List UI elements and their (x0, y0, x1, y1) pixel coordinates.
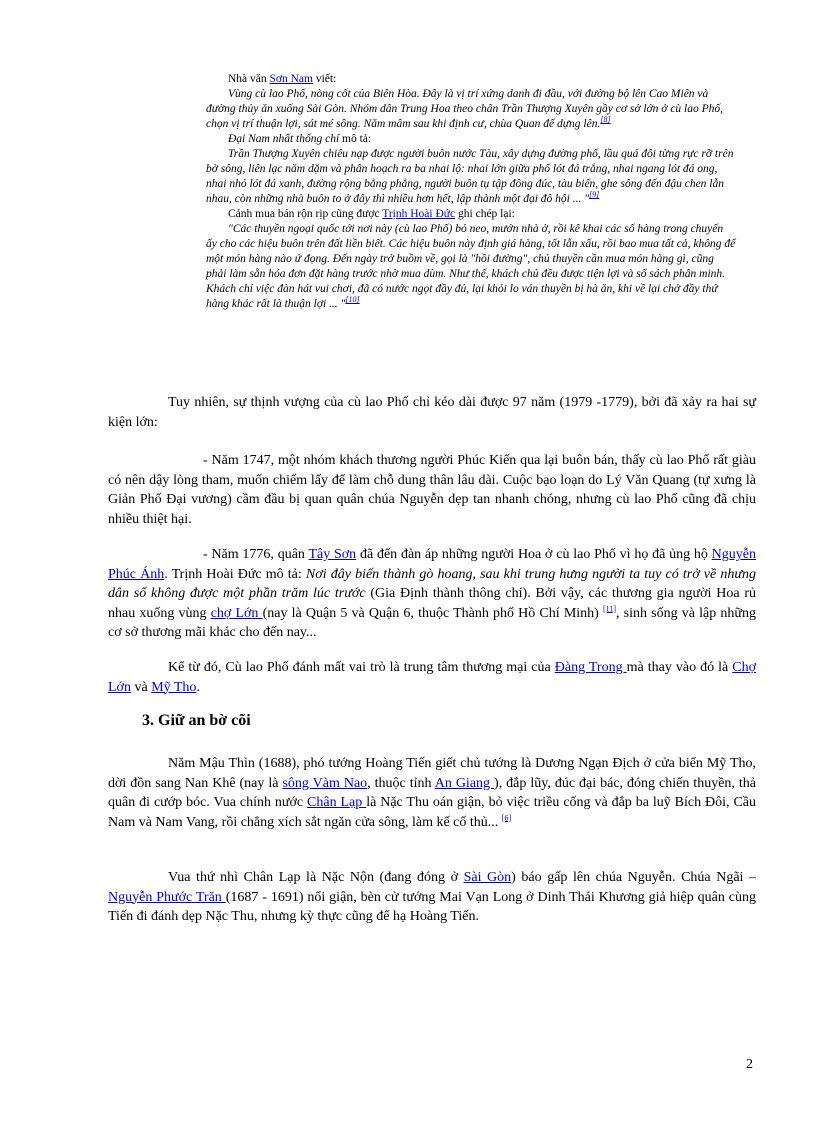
paragraph-3-text (108, 545, 756, 643)
link-nguyen-phuoc-tran[interactable]: Nguyễn Phước Trăn (108, 889, 226, 905)
paragraph-6-text (108, 868, 756, 927)
text-run: ), đắp lũy, đúc đại bác, đóng chiến thuyền, thả quân đi cướp bóc. Vua chính nước (108, 775, 756, 810)
footnote-ref-6[interactable]: [6] (501, 812, 512, 822)
text-run: Trần Thượng Xuyên chiêu nạp được người buôn nước Tàu, xây dựng đường phố, lầu quá đôi từng rực rỡ trên bờ sông, liên lạc năm dặm và phân hoạch ra ba nhai lộ: nhai lớn giữa phố lót đá trắng, nhai ngang lót đá ong, nhai nhỏ lót đá xanh, đường rộng bằng phẳng, người buôn tụ tập đông đúc, tàu biển, ghe sông đến đậu chen lẫn nhau, còn những nhà buôn to ở đây thì nhiều hơn hết, lập thành một đại đô hội ... " (206, 148, 734, 205)
paragraph-5 (108, 754, 756, 832)
footnote-ref-9[interactable]: [9] (589, 190, 600, 200)
text-run: . (196, 679, 200, 695)
text-run: Vùng cù lao Phố, nòng cốt của Biên Hòa. Đây là vị trí xứng danh đi đầu, với đường bộ lên Cao Miên và đường thủy ăn xuống Sài Gòn. Nhóm dân Trung Hoa theo chân Trần Thượng Xuyên gầy cơ sở lớn ở cù lao Phố, chọn vị trí thuận lợi, sát mé sông. Năm mâm sau khi định cư, chùa Quan đế dựng lên. (206, 88, 724, 130)
quote-intro-sonnam (206, 72, 736, 87)
link-chan-lap[interactable]: Chân Lạp (307, 795, 367, 810)
text-run: Kể từ đó, Cù lao Phố đánh mất vai trò là trung tâm thương mại của (168, 660, 555, 675)
text-run: (Gia Định thành thông chí). Bởi vậy, các thương gia người Hoa rủ nhau xuống vùng (108, 586, 756, 621)
link-an-giang[interactable]: An Giang (434, 775, 495, 791)
link-tay-son[interactable]: Tây Sơn (308, 547, 357, 562)
text-run: Năm Mậu Thìn (1688), phó tướng Hoàng Tiến giết chủ tướng là Dương Ngạn Địch ở cửa biển Mỹ Tho, dời đồn sang Nan Khê (nay là (108, 756, 756, 791)
link-dang-trong[interactable]: Đàng Trong (554, 660, 627, 675)
footnote-ref-8[interactable]: [8] (600, 115, 611, 125)
text-run: (1687 - 1691) nổi giận, bèn cử tướng Mai Vạn Long ở Dinh Thái Khương giả hiệp quân cùng Tiến đi đánh dẹp Nặc Thu, nhưng kỳ thực cũng để hạ Hoàng Tiến. (108, 889, 757, 924)
text-run: , thuộc tỉnh (367, 775, 435, 791)
text-run: (nay là Quận 5 và Quận 6, thuộc Thành phố Hồ Chí Minh) (262, 605, 603, 621)
text-run: là Nặc Thu oán giận, bỏ việc triều cống và đắp ba luỹ Bích Đôi, Cầu Nam và Nam Vang, rồi chẳng xích sắt ngăn cửa sông, làm kế cố thủ... (108, 795, 757, 830)
paragraph-2 (108, 451, 756, 529)
quote-sonnam-text (206, 87, 736, 132)
paragraph-6 (108, 868, 756, 927)
text-run: ) báo gấp lên chúa Nguyễn. Chúa Ngãi – (511, 870, 757, 885)
paragraph-5-text (108, 754, 756, 832)
quote-block (206, 72, 736, 312)
quote-dainam-text (206, 147, 736, 207)
text-run: đã đến đàn áp những người Hoa ở cù lao Phố vì họ đã ủng hộ (356, 547, 712, 562)
italic-quote: Nơi đây biến thành gò hoang, sau khi trung hưng người ta tuy có trở về nhưng dân số không được một phần trăm lúc trước (108, 566, 756, 601)
link-trinh-hoai-duc[interactable]: Trịnh Hoài Đức (382, 208, 456, 220)
text-run: và (130, 679, 152, 695)
link-cho-lon[interactable]: chợ Lớn (210, 605, 263, 621)
link-cho-lon-2[interactable]: Chợ Lớn (108, 660, 756, 695)
quote-intro-dainam (206, 132, 736, 147)
text-run: mô tả: (339, 133, 372, 145)
paragraph-2-text: - Năm 1747, một nhóm khách thương người Phúc Kiến qua lại buôn bán, thấy cù lao Phố rất giàu có nên dậy lòng tham, muốn chiếm lấy để làm chỗ dung thân lâu dài. Cuộc bạo loạn do Lý Văn Quang (tự xưng là Giản Phố Đại vương) cầm đầu bị quan quân chúa Nguyễn dẹp tan nhanh chóng, nhưng cù lao Phố cũng đã chịu nhiều thiệt hại. (108, 453, 756, 527)
quote-trinh-text (206, 222, 736, 312)
paragraph-4-text (108, 658, 756, 697)
link-my-tho[interactable]: Mỹ Tho (151, 679, 197, 695)
link-song-vam-nao[interactable]: sông Vàm Nao (282, 775, 368, 791)
text-run: ghi chép lại: (455, 208, 515, 220)
link-nguyen-phuc-anh[interactable]: Nguyễn Phúc Ánh (108, 547, 756, 582)
text-run: . Trịnh Hoài Đức mô tả: (164, 566, 306, 582)
paragraph-1 (108, 393, 756, 432)
text-run: Nhà văn (228, 73, 270, 85)
footnote-ref-10[interactable]: [10] (345, 295, 360, 305)
footnote-ref-11[interactable]: [11] (602, 603, 617, 613)
text-run: , sinh sống và lập những cơ sở thương mãi khác cho đến nay... (108, 605, 757, 640)
paragraph-3 (108, 545, 756, 643)
paragraph-4 (108, 658, 756, 697)
page-number: 2 (746, 1057, 753, 1072)
link-sai-gon[interactable]: Sài Gòn (463, 870, 512, 885)
text-run: mà thay vào đó là (626, 660, 733, 675)
text-run: Vua thứ nhì Chân Lạp là Nặc Nộn (đang đóng ở (168, 870, 464, 885)
text-run: "Các thuyền ngoại quốc tới nơi này (cù lao Phố) bỏ neo, mướn nhà ở, rồi kê khai các số hàng trong chuyến ấy cho các hiệu buôn trên đất liền biết. Các hiệu buôn này định giá hàng, tốt lẫn xấu, rồi bao mua tất cả, không để một món hàng nào ứ đọng. Đến ngày trở buồm về, gọi là "hồi đường", chủ thuyền cần mua món hàng gì, cũng phải làm sẵn hóa đơn đặt hàng trước nhờ mua dùm. Như thế, khách chủ đều được tiện lợi và sổ sách phân minh. Khách chỉ việc đàn hát vui chơi, đã có nước ngọt đầy đủ, lại khỏi lo ván thuyền bị hà ăn, khi về lại chở đầy thứ hàng khác rất là thuận lợi ... " (206, 223, 736, 310)
text-run: Cảnh mua bán rộn rịp cũng được (228, 208, 383, 220)
paragraph-1-text: Tuy nhiên, sự thịnh vượng của cù lao Phố chỉ kéo dài được 97 năm (1979 -1779), bởi đã xảy ra hai sự kiện lớn: (108, 395, 756, 430)
text-run: viết: (312, 73, 337, 85)
link-son-nam[interactable]: Sơn Nam (269, 73, 313, 85)
quote-intro-trinh (206, 207, 736, 222)
section-heading: 3. Giữ an bờ cõi (142, 712, 251, 729)
text-run: - Năm 1776, quân (203, 547, 309, 562)
book-title: Đại Nam nhất thống chí (228, 133, 340, 145)
